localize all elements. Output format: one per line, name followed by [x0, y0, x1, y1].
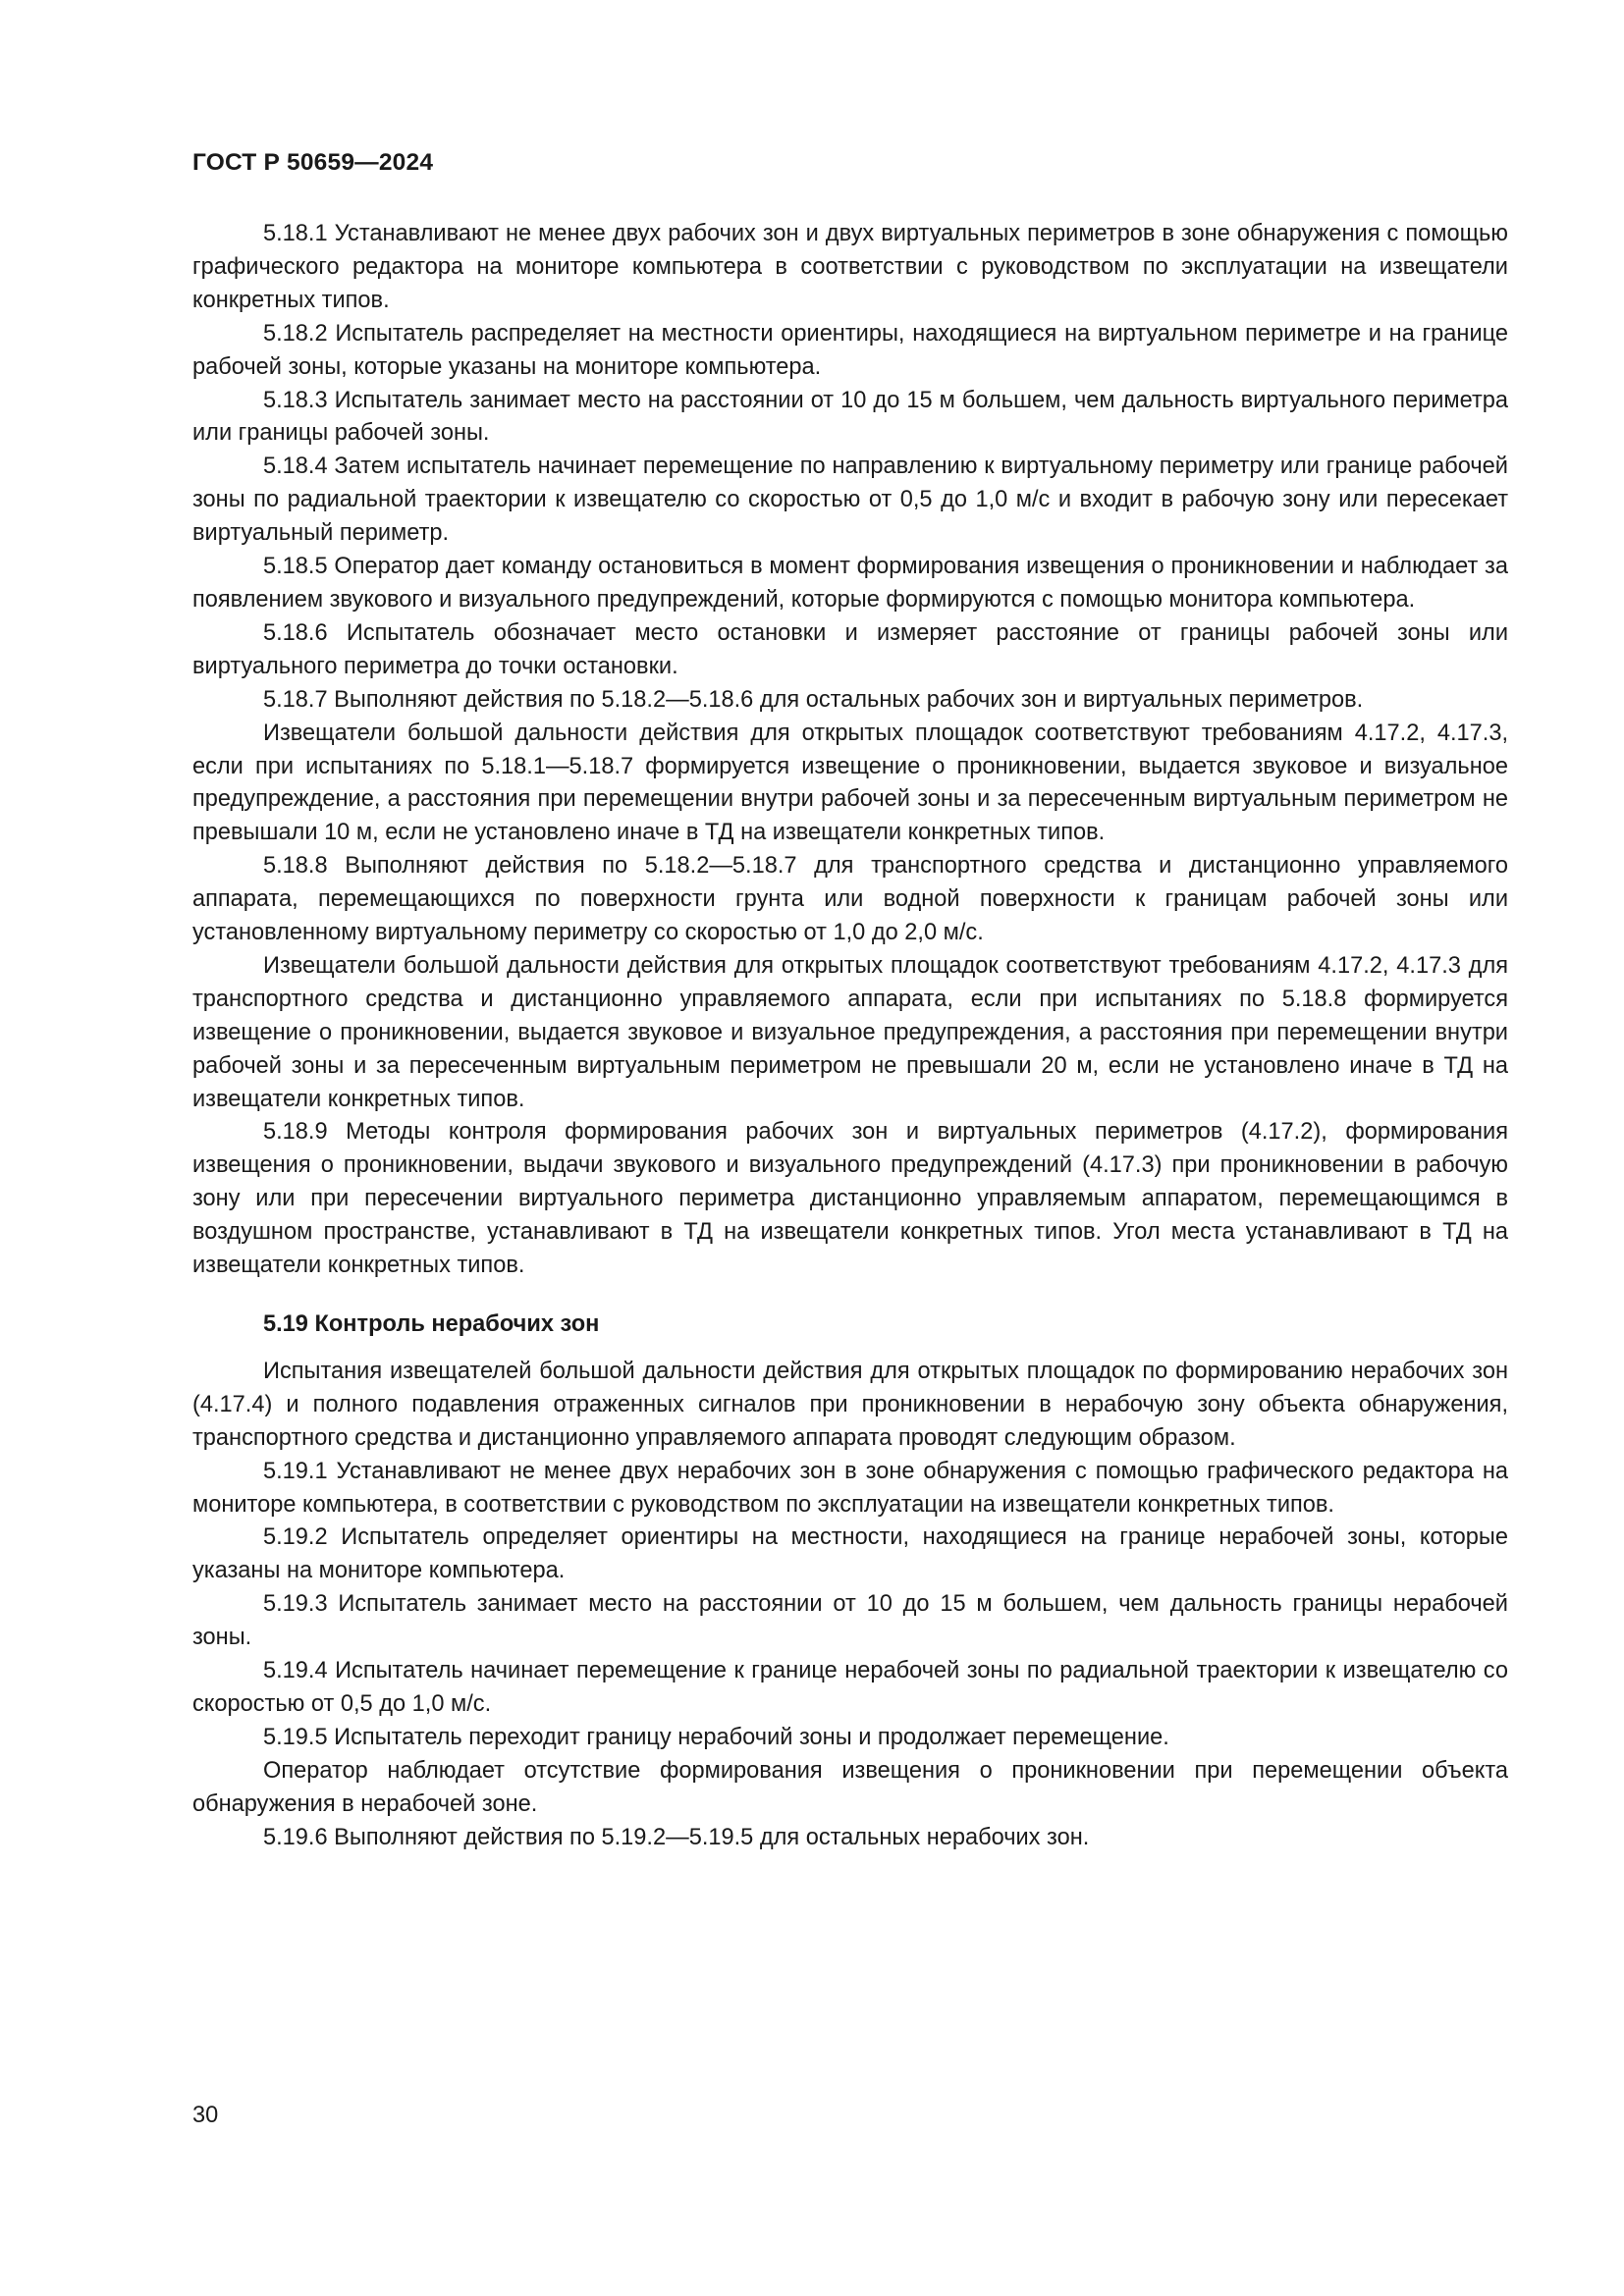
paragraph-5-18-8: 5.18.8 Выполняют действия по 5.18.2—5.18.7 для транспортного средства и дистанционно управляемого аппарата, перемещающихся по поверхности грунта или водной поверхности к границам рабочей зоны или установленному виртуальному периметру со скоростью от 1,0 до 2,0 м/с.: [192, 853, 1508, 946]
document-header: ГОСТ Р 50659—2024: [192, 149, 434, 176]
paragraph-5-18-7: 5.18.7 Выполняют действия по 5.18.2—5.18.6 для остальных рабочих зон и виртуальных периметров.: [263, 686, 1364, 713]
paragraph-5-18-2: 5.18.2 Испытатель распределяет на местности ориентиры, находящиеся на виртуальном периметре и на границе рабочей зоны, которые указаны на мониторе компьютера.: [192, 320, 1508, 380]
paragraph-5-19-1: 5.19.1 Устанавливают не менее двух нерабочих зон в зоне обнаружения с помощью графического редактора на мониторе компьютера, в соответствии с руководством по эксплуатации на извещатели конкретных типов.: [192, 1458, 1508, 1518]
paragraph-compliance-1: Извещатели большой дальности действия для открытых площадок соответствуют требованиям 4.17.2, 4.17.3, если при испытаниях по 5.18.1—5.18.7 формируется извещение о проникновении, выдается звуковое и визуальное предупреждение, а расстояния при перемещении внутри рабочей зоны и за пересеченным виртуальным периметром не превышали 10 м, если не установлено иначе в ТД на извещатели конкретных типов.: [192, 720, 1508, 846]
paragraph-5-18-1: 5.18.1 Устанавливают не менее двух рабочих зон и двух виртуальных периметров в зоне обнаружения с помощью графического редактора на мониторе компьютера в соответствии с руководством по эксплуатации на извещатели конкретных типов.: [192, 221, 1508, 313]
paragraph-5-18-9: 5.18.9 Методы контроля формирования рабочих зон и виртуальных периметров (4.17.2), формирования извещения о проникновении, выдачи звукового и визуального предупреждений (4.17.3) при проникновении в рабочую зону или при пересечении виртуального периметра дистанционно управляемым аппаратом, перемещающимся в воздушном пространстве, устанавливают в ТД на извещатели конкретных типов. Угол места устанавливают в ТД на извещатели конкретных типов.: [192, 1119, 1508, 1279]
paragraph-5-19-4: 5.19.4 Испытатель начинает перемещение к границе нерабочей зоны по радиальной траектории к извещателю со скоростью от 0,5 до 1,0 м/с.: [192, 1658, 1508, 1717]
section-heading-5-19: 5.19 Контроль нерабочих зон: [263, 1311, 600, 1337]
paragraph-5-19-intro: Испытания извещателей большой дальности действия для открытых площадок по формированию нерабочих зон (4.17.4) и полного подавления отраженных сигналов при проникновении в нерабочую зону объекта обнаружения, транспортного средства и дистанционно управляемого аппарата проводят следующим образом.: [192, 1358, 1508, 1451]
paragraph-operator-observation: Оператор наблюдает отсутствие формирования извещения о проникновении при перемещении объекта обнаружения в нерабочей зоне.: [192, 1757, 1508, 1817]
paragraph-5-18-3: 5.18.3 Испытатель занимает место на расстоянии от 10 до 15 м большем, чем дальность виртуального периметра или границы рабочей зоны.: [192, 387, 1508, 447]
paragraph-compliance-2: Извещатели большой дальности действия для открытых площадок соответствуют требованиям 4.17.2, 4.17.3 для транспортного средства и дистанционно управляемого аппарата, если при испытаниях по 5.18.8 формируется извещение о проникновении, выдается звуковое и визуальное предупреждения, а расстояния при перемещении внутри рабочей зоны и за пересеченным виртуальным периметром не превышали 20 м, если не установлено иначе в ТД на извещатели конкретных типов.: [192, 952, 1508, 1112]
paragraph-5-18-5: 5.18.5 Оператор дает команду остановиться в момент формирования извещения о проникновении и наблюдает за появлением звукового и визуального предупреждений, которые формируются с помощью монитора компьютера.: [192, 554, 1508, 613]
page-number: 30: [192, 2103, 219, 2128]
paragraph-5-19-2: 5.19.2 Испытатель определяет ориентиры на местности, находящиеся на границе нерабочей зоны, которые указаны на мониторе компьютера.: [192, 1524, 1508, 1584]
document-body: [192, 218, 1508, 1855]
paragraph-5-19-6: 5.19.6 Выполняют действия по 5.19.2—5.19.5 для остальных нерабочих зон.: [263, 1824, 1090, 1850]
paragraph-5-19-3: 5.19.3 Испытатель занимает место на расстоянии от 10 до 15 м большем, чем дальность границы нерабочей зоны.: [192, 1591, 1508, 1651]
paragraph-5-18-4: 5.18.4 Затем испытатель начинает перемещение по направлению к виртуальному периметру или границе рабочей зоны по радиальной траектории к извещателю со скоростью от 0,5 до 1,0 м/с и входит в рабочую зону или пересекает виртуальный периметр.: [192, 454, 1508, 547]
paragraph-5-18-6: 5.18.6 Испытатель обозначает место остановки и измеряет расстояние от границы рабочей зоны или виртуального периметра до точки остановки.: [192, 619, 1508, 679]
paragraph-5-19-5: 5.19.5 Испытатель переходит границу нерабочий зоны и продолжает перемещение.: [263, 1724, 1169, 1750]
